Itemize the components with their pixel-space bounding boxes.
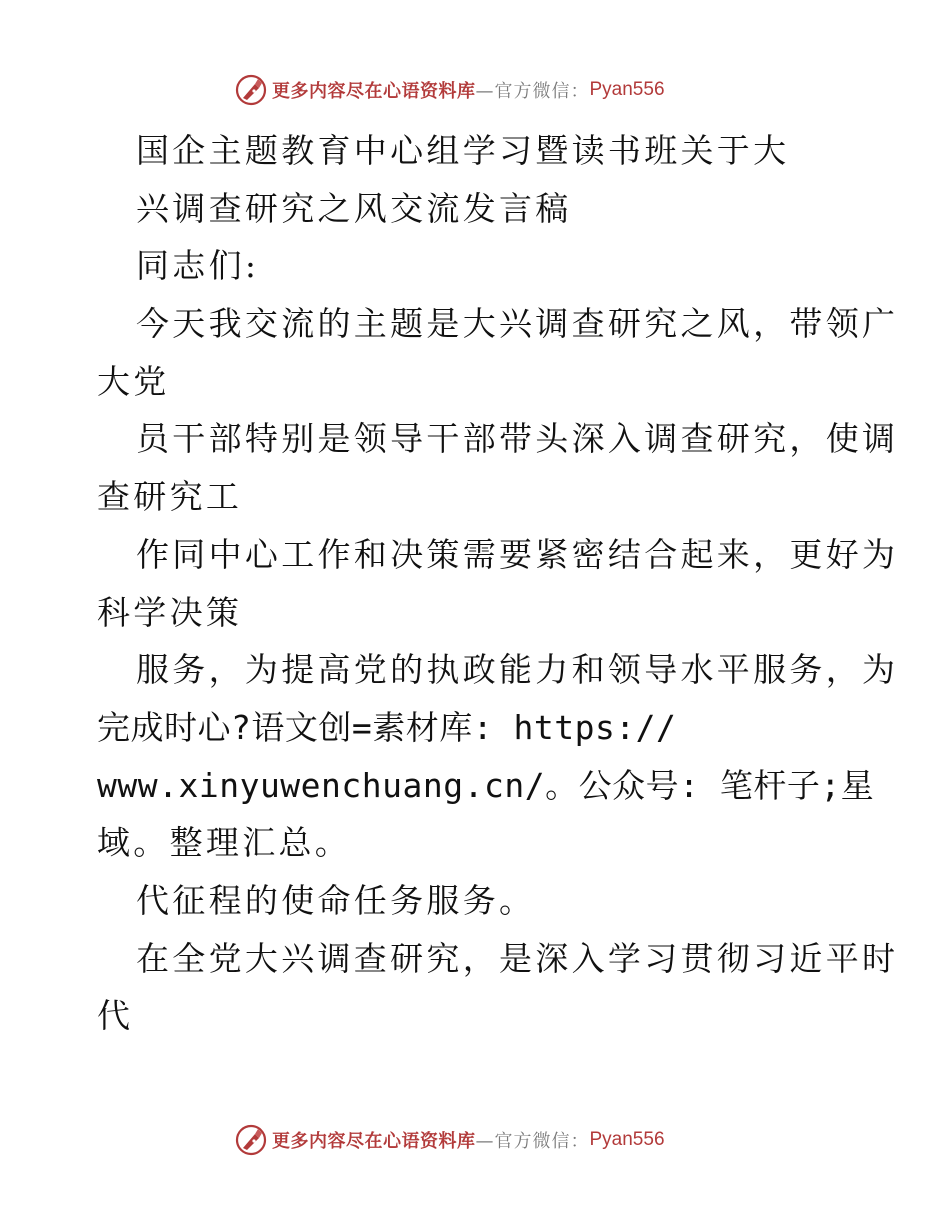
banner-separator: —官方微信： <box>475 81 590 102</box>
doc-title-line-1: 国企主题教育中心组学习暨读书班关于大 <box>136 131 790 170</box>
doc-title-line-2: 兴调查研究之风交流发言稿 <box>136 188 572 228</box>
paragraph-line: 查研究工 <box>97 477 243 517</box>
paragraph-line: 在全党大兴调查研究，是深入学习贯彻习近平时 <box>136 938 899 978</box>
header-watermark-banner <box>234 72 665 108</box>
paragraph-line: 作同中心工作和决策需要紧密结合起来，更好为 <box>136 534 899 574</box>
banner-separator: —官方微信： <box>475 1131 590 1152</box>
paragraph-line: 代 <box>97 996 134 1036</box>
footer-watermark-banner <box>234 1122 665 1158</box>
pen-nib-circle-icon <box>234 1123 268 1157</box>
paragraph-line: 今天我交流的主题是大兴调查研究之风，带领广 <box>136 304 899 344</box>
salutation: 同志们: <box>136 246 260 286</box>
banner-wechat-id: Pyan556 <box>589 79 665 100</box>
paragraph-line: 代征程的使命任务服务。 <box>136 880 536 920</box>
source-line: 完成时心?语文创=素材库: https:// <box>97 707 677 747</box>
paragraph-line: 服务，为提高党的执政能力和领导水平服务，为 <box>136 650 899 690</box>
banner-wechat-id: Pyan556 <box>589 1129 665 1150</box>
banner-text: 更多内容尽在心语资料库 <box>272 1131 476 1152</box>
document-body <box>97 122 899 1045</box>
pen-nib-circle-icon <box>234 73 268 107</box>
source-url-line: www.xinyuwenchuang.cn/。公众号: 笔杆子;星 <box>97 765 875 805</box>
paragraph-line: 大党 <box>97 361 170 401</box>
paragraph-line: 员干部特别是领导干部带头深入调查研究，使调 <box>136 419 899 459</box>
banner-text: 更多内容尽在心语资料库 <box>272 81 476 102</box>
paragraph-line: 科学决策 <box>97 592 243 632</box>
paragraph-line: 域。整理汇总。 <box>97 823 352 863</box>
